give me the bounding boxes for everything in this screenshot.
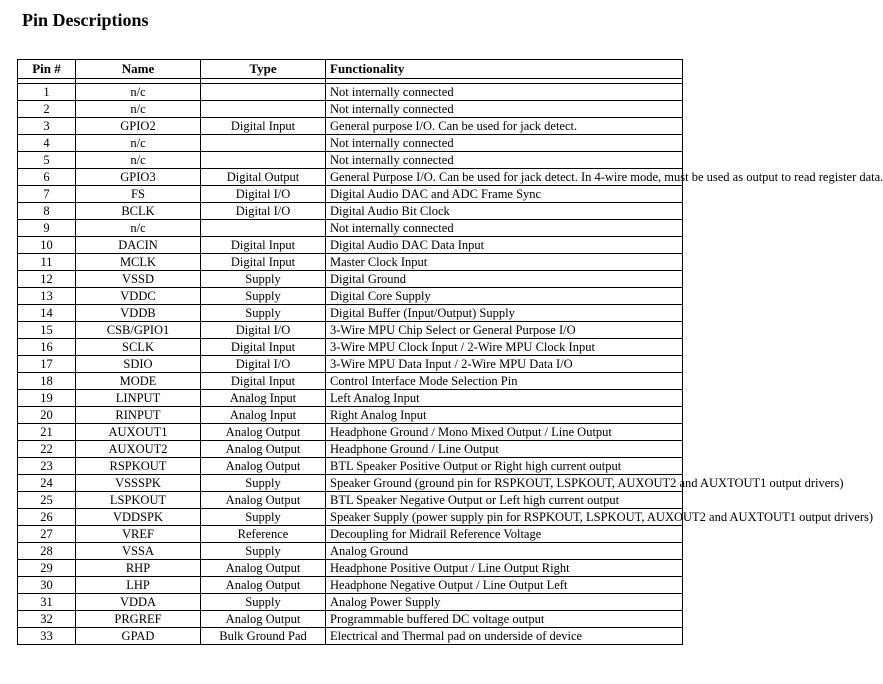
pin-functionality-cell: Not internally connected [326,135,683,152]
pin-name-cell: CSB/GPIO1 [76,322,201,339]
table-row [18,543,683,560]
pin-number-cell: 27 [18,526,76,543]
pin-functionality-cell: Digital Audio DAC and ADC Frame Sync [326,186,683,203]
pin-name-cell: RINPUT [76,407,201,424]
pin-name-cell: VSSD [76,271,201,288]
pin-functionality-cell: Headphone Negative Output / Line Output Left [326,577,683,594]
table-row [18,84,683,101]
pin-name-cell: AUXOUT1 [76,424,201,441]
pin-name-cell: SDIO [76,356,201,373]
pin-functionality-cell: Control Interface Mode Selection Pin [326,373,683,390]
pin-number-cell: 33 [18,628,76,645]
pin-number-cell: 26 [18,509,76,526]
pin-type-cell: Analog Output [201,492,326,509]
pin-functionality-cell: Speaker Ground (ground pin for RSPKOUT, LSPKOUT, AUXOUT2 and AUXTOUT1 output drivers) [326,475,683,492]
table-row [18,611,683,628]
pin-name-cell: AUXOUT2 [76,441,201,458]
table-row [18,305,683,322]
table-row [18,475,683,492]
pin-type-cell: Digital Input [201,373,326,390]
table-row [18,339,683,356]
pin-functionality-cell: Digital Audio DAC Data Input [326,237,683,254]
pin-name-cell: n/c [76,101,201,118]
pin-type-cell: Supply [201,288,326,305]
pin-name-cell: GPIO3 [76,169,201,186]
table-row [18,526,683,543]
pin-type-cell [201,84,326,101]
pin-name-cell: MCLK [76,254,201,271]
pin-functionality-cell: Not internally connected [326,152,683,169]
pin-type-cell: Analog Output [201,424,326,441]
pin-functionality-cell: Analog Power Supply [326,594,683,611]
pin-functionality-cell: Electrical and Thermal pad on underside of device [326,628,683,645]
pin-functionality-cell: Speaker Supply (power supply pin for RSPKOUT, LSPKOUT, AUXOUT2 and AUXTOUT1 output drivers) [326,509,683,526]
pin-type-cell: Reference [201,526,326,543]
pin-name-cell: LINPUT [76,390,201,407]
pin-functionality-cell: Analog Ground [326,543,683,560]
pin-type-cell: Analog Output [201,611,326,628]
table-row [18,441,683,458]
pin-functionality-cell: Not internally connected [326,101,683,118]
pin-number-cell: 3 [18,118,76,135]
pin-functionality-cell: General purpose I/O. Can be used for jack detect. [326,118,683,135]
table-row [18,169,683,186]
table-row [18,628,683,645]
table-row [18,373,683,390]
pin-functionality-cell: Digital Buffer (Input/Output) Supply [326,305,683,322]
pin-name-cell: n/c [76,220,201,237]
pin-functionality-cell: Decoupling for Midrail Reference Voltage [326,526,683,543]
pin-type-cell: Digital Input [201,339,326,356]
pin-number-cell: 6 [18,169,76,186]
pin-name-cell: VDDB [76,305,201,322]
pin-number-cell: 2 [18,101,76,118]
pin-functionality-cell: General Purpose I/O. Can be used for jack detect. In 4-wire mode, must be used as output to read register data. [326,169,683,186]
table-row [18,577,683,594]
table-row [18,237,683,254]
pin-number-cell: 24 [18,475,76,492]
pin-type-cell: Supply [201,509,326,526]
pin-type-cell: Bulk Ground Pad [201,628,326,645]
pin-functionality-cell: 3-Wire MPU Clock Input / 2-Wire MPU Clock Input [326,339,683,356]
table-header-row [18,60,683,79]
pin-name-cell: VSSSPK [76,475,201,492]
pin-name-cell: BCLK [76,203,201,220]
pin-functionality-cell: Digital Core Supply [326,288,683,305]
table-row [18,152,683,169]
pin-name-cell: n/c [76,135,201,152]
pin-name-cell: GPAD [76,628,201,645]
pin-number-cell: 12 [18,271,76,288]
pin-name-cell: SCLK [76,339,201,356]
pin-type-cell: Analog Input [201,390,326,407]
table-row [18,203,683,220]
pin-functionality-cell: Right Analog Input [326,407,683,424]
pin-number-cell: 23 [18,458,76,475]
table-row [18,288,683,305]
pin-type-cell: Analog Output [201,560,326,577]
pin-type-cell: Digital Input [201,118,326,135]
pin-number-cell: 28 [18,543,76,560]
pin-number-cell: 8 [18,203,76,220]
header-type: Type [201,60,326,79]
pin-functionality-cell: Programmable buffered DC voltage output [326,611,683,628]
pin-name-cell: VSSA [76,543,201,560]
pin-name-cell: GPIO2 [76,118,201,135]
pin-type-cell [201,152,326,169]
table-row [18,118,683,135]
table-row [18,356,683,373]
pin-functionality-cell: 3-Wire MPU Chip Select or General Purpose I/O [326,322,683,339]
pin-name-cell: DACIN [76,237,201,254]
pin-number-cell: 7 [18,186,76,203]
pin-type-cell: Digital I/O [201,186,326,203]
pin-functionality-cell: Digital Ground [326,271,683,288]
pin-type-cell: Digital Output [201,169,326,186]
pin-name-cell: VREF [76,526,201,543]
pin-number-cell: 15 [18,322,76,339]
pin-name-cell: n/c [76,152,201,169]
pin-number-cell: 13 [18,288,76,305]
pin-number-cell: 29 [18,560,76,577]
table-row [18,390,683,407]
pin-name-cell: RSPKOUT [76,458,201,475]
pin-type-cell: Supply [201,543,326,560]
pin-type-cell: Supply [201,271,326,288]
pin-type-cell [201,101,326,118]
pin-type-cell: Digital I/O [201,203,326,220]
pin-name-cell: LSPKOUT [76,492,201,509]
table-row [18,458,683,475]
table-body [18,84,883,645]
pin-number-cell: 30 [18,577,76,594]
pin-number-cell: 4 [18,135,76,152]
pin-type-cell [201,220,326,237]
pin-number-cell: 25 [18,492,76,509]
pin-number-cell: 14 [18,305,76,322]
pin-number-cell: 19 [18,390,76,407]
header-name: Name [76,60,201,79]
table-row [18,271,683,288]
table-row [18,560,683,577]
pin-functionality-cell: Not internally connected [326,220,683,237]
table-row [18,424,683,441]
pin-type-cell: Digital Input [201,237,326,254]
pin-number-cell: 16 [18,339,76,356]
pin-name-cell: MODE [76,373,201,390]
pin-functionality-cell: Digital Audio Bit Clock [326,203,683,220]
pin-number-cell: 22 [18,441,76,458]
pin-name-cell: VDDSPK [76,509,201,526]
table-row [18,101,683,118]
pin-type-cell: Supply [201,475,326,492]
table-row [18,407,683,424]
table-row [18,594,683,611]
table-row [18,186,683,203]
pin-number-cell: 18 [18,373,76,390]
pin-functionality-cell: Master Clock Input [326,254,683,271]
pin-number-cell: 17 [18,356,76,373]
pin-functionality-cell: BTL Speaker Negative Output or Left high current output [326,492,683,509]
pin-name-cell: n/c [76,84,201,101]
table-row [18,322,683,339]
header-functionality: Functionality [326,60,683,79]
pin-type-cell: Digital I/O [201,356,326,373]
pin-type-cell: Analog Output [201,458,326,475]
pin-functionality-cell: Headphone Positive Output / Line Output Right [326,560,683,577]
pin-name-cell: RHP [76,560,201,577]
pin-name-cell: PRGREF [76,611,201,628]
pin-number-cell: 31 [18,594,76,611]
pin-type-cell: Digital Input [201,254,326,271]
pin-number-cell: 10 [18,237,76,254]
pin-name-cell: VDDA [76,594,201,611]
pin-functionality-cell: Left Analog Input [326,390,683,407]
pin-type-cell: Supply [201,305,326,322]
table-row [18,254,683,271]
pin-functionality-cell: Not internally connected [326,84,683,101]
page-title: Pin Descriptions [22,10,149,30]
pin-number-cell: 21 [18,424,76,441]
pin-type-cell: Analog Output [201,577,326,594]
pin-type-cell [201,135,326,152]
table-row [18,509,683,526]
pin-type-cell: Analog Output [201,441,326,458]
pin-number-cell: 11 [18,254,76,271]
pin-number-cell: 1 [18,84,76,101]
pin-descriptions-table [17,59,883,645]
pin-type-cell: Analog Input [201,407,326,424]
pin-functionality-cell: Headphone Ground / Mono Mixed Output / Line Output [326,424,683,441]
pin-number-cell: 5 [18,152,76,169]
header-pin: Pin # [18,60,76,79]
table-row [18,492,683,509]
pin-number-cell: 32 [18,611,76,628]
table-row [18,135,683,152]
pin-type-cell: Digital I/O [201,322,326,339]
pin-number-cell: 9 [18,220,76,237]
pin-number-cell: 20 [18,407,76,424]
pin-name-cell: FS [76,186,201,203]
pin-functionality-cell: BTL Speaker Positive Output or Right high current output [326,458,683,475]
table-row [18,220,683,237]
pin-name-cell: LHP [76,577,201,594]
pin-functionality-cell: Headphone Ground / Line Output [326,441,683,458]
pin-functionality-cell: 3-Wire MPU Data Input / 2-Wire MPU Data I/O [326,356,683,373]
pin-name-cell: VDDC [76,288,201,305]
pin-type-cell: Supply [201,594,326,611]
